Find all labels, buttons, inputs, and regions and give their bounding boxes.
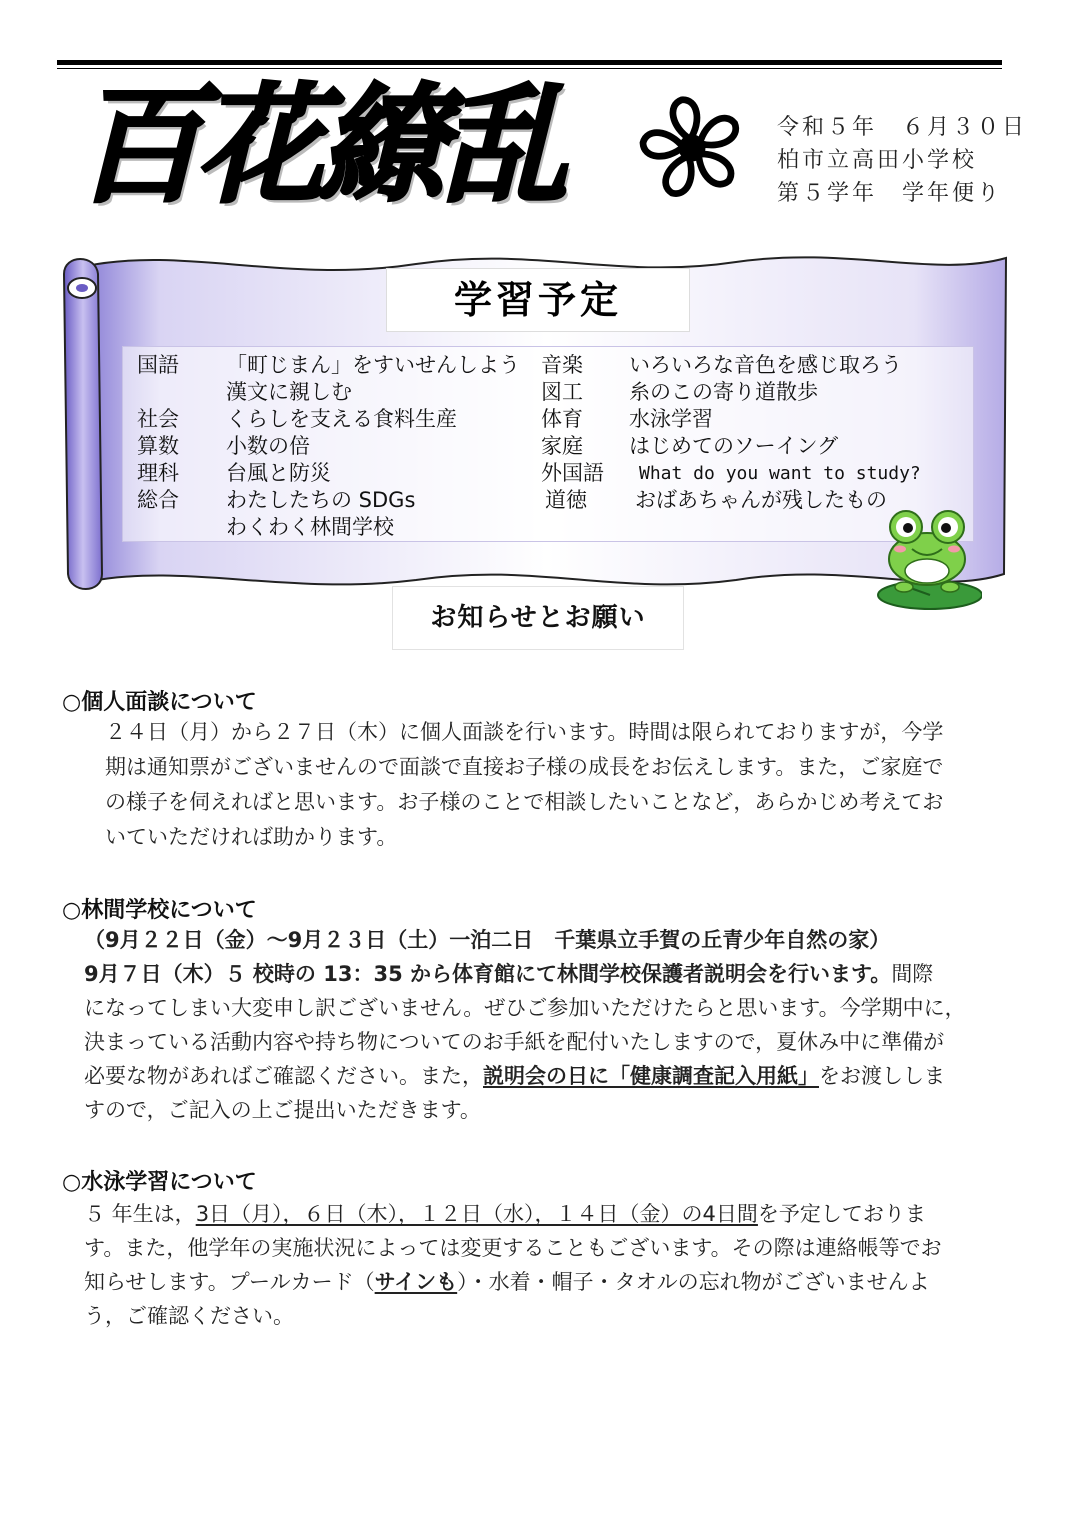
camp-heading: ○林間学校について (62, 898, 257, 923)
schedule-subject: 社会 (137, 407, 179, 431)
schedule-content: What do you want to study? (639, 463, 921, 484)
swim-text: 知らせします。プールカード（ (84, 1270, 375, 1294)
schedule-content: 台風と防災 (226, 461, 331, 485)
camp-text: をお渡ししま (819, 1064, 945, 1088)
schedule-content: わたしたちの SDGs (226, 488, 416, 512)
camp-line (84, 1060, 945, 1093)
frog-icon (872, 493, 982, 611)
schedule-subject: 理科 (137, 461, 179, 485)
swim-text: を予定しておりま (757, 1202, 926, 1226)
camp-dates: （9月２２日（金）～9月２３日（土）一泊二日 千葉県立手賀の丘青少年自然の家） (84, 928, 891, 952)
schedule-content: わくわく林間学校 (226, 515, 394, 539)
schedule-subject: 音楽 (541, 353, 583, 377)
newsletter-subtitle: 第５学年 学年便り (777, 181, 1003, 206)
swim-line: う，ご確認ください。 (84, 1304, 294, 1328)
schedule-subject: 国語 (137, 353, 179, 377)
schedule-subject: 道徳 (545, 488, 587, 512)
masthead-title: 百花繚乱 (66, 72, 592, 221)
health-form-note: 説明会の日に「健康調査記入用紙」 (483, 1064, 819, 1088)
interview-line: の様子を伺えればと思います。お子様のことで相談したいことなど，あらかじめ考えてお (105, 790, 944, 814)
swim-line (84, 1198, 926, 1231)
schedule-content: 漢文に親しむ (226, 380, 352, 404)
swim-line (84, 1266, 930, 1299)
schedule-content: くらしを支える食料生産 (226, 407, 457, 431)
schedule-content: 糸のこの寄り道散歩 (629, 380, 818, 404)
school-name: 柏市立高田小学校 (777, 148, 978, 173)
schedule-content: はじめてのソーイング (629, 434, 839, 458)
swim-heading: ○水泳学習について (62, 1170, 257, 1195)
notices-title: お知らせとお願い (392, 586, 684, 650)
camp-line: 決まっている活動内容や持ち物についてのお手紙を配付いたしますので，夏休み中に準備が (84, 1030, 945, 1054)
camp-line (84, 958, 933, 991)
schedule-content: 「町じまん」をすいせんしよう (226, 353, 520, 377)
issue-date: 令和５年 ６月３０日 (777, 115, 1028, 140)
camp-line: すので，ご記入の上ご提出いただきます。 (84, 1098, 481, 1122)
schedule-subject: 図工 (541, 380, 583, 404)
sign-note: サインも (374, 1270, 458, 1294)
interview-line: ２４日（月）から２７日（木）に個人面談を行います。時間は限られておりますが，今学 (105, 720, 944, 744)
interview-heading: ○個人面談について (62, 690, 257, 715)
swim-text: ５ 年生は， (84, 1202, 196, 1226)
camp-text: 必要な物があればご確認ください。また， (84, 1064, 483, 1088)
schedule-content: いろいろな音色を感じ取ろう (629, 353, 902, 377)
interview-line: いていただければ助かります。 (105, 825, 398, 849)
schedule-content: 水泳学習 (629, 407, 713, 431)
camp-meeting-notice: 9月７日（木）５ 校時の 13：35 から体育館にて林間学校保護者説明会を行います。 (84, 962, 892, 986)
schedule-subject: 家庭 (541, 434, 583, 458)
schedule-subject: 体育 (541, 407, 583, 431)
swim-dates: 3日（月），６日（木），１２日（水），１４日（金）の4日間 (195, 1202, 758, 1226)
camp-text: 間際 (891, 962, 934, 986)
schedule-content: おばあちゃんが残したもの (635, 488, 887, 512)
swim-line: す。また，他学年の実施状況によっては変更することもございます。その際は連絡帳等でお (84, 1236, 942, 1260)
schedule-content: 小数の倍 (226, 434, 310, 458)
swim-text: ）・水着・帽子・タオルの忘れ物がございませんよ (457, 1270, 930, 1294)
cherry-blossom-icon (636, 92, 748, 204)
schedule-subject: 総合 (137, 488, 179, 512)
schedule-subject: 外国語 (541, 461, 604, 485)
schedule-subject: 算数 (137, 434, 179, 458)
camp-line: になってしまい大変申し訳ございません。ぜひご参加いただけたらと思います。今学期中に， (84, 996, 966, 1020)
schedule-title: 学習予定 (386, 268, 690, 332)
interview-line: 期は通知票がございませんので面談で直接お子様の成長をお伝えします。また，ご家庭で (105, 755, 944, 779)
